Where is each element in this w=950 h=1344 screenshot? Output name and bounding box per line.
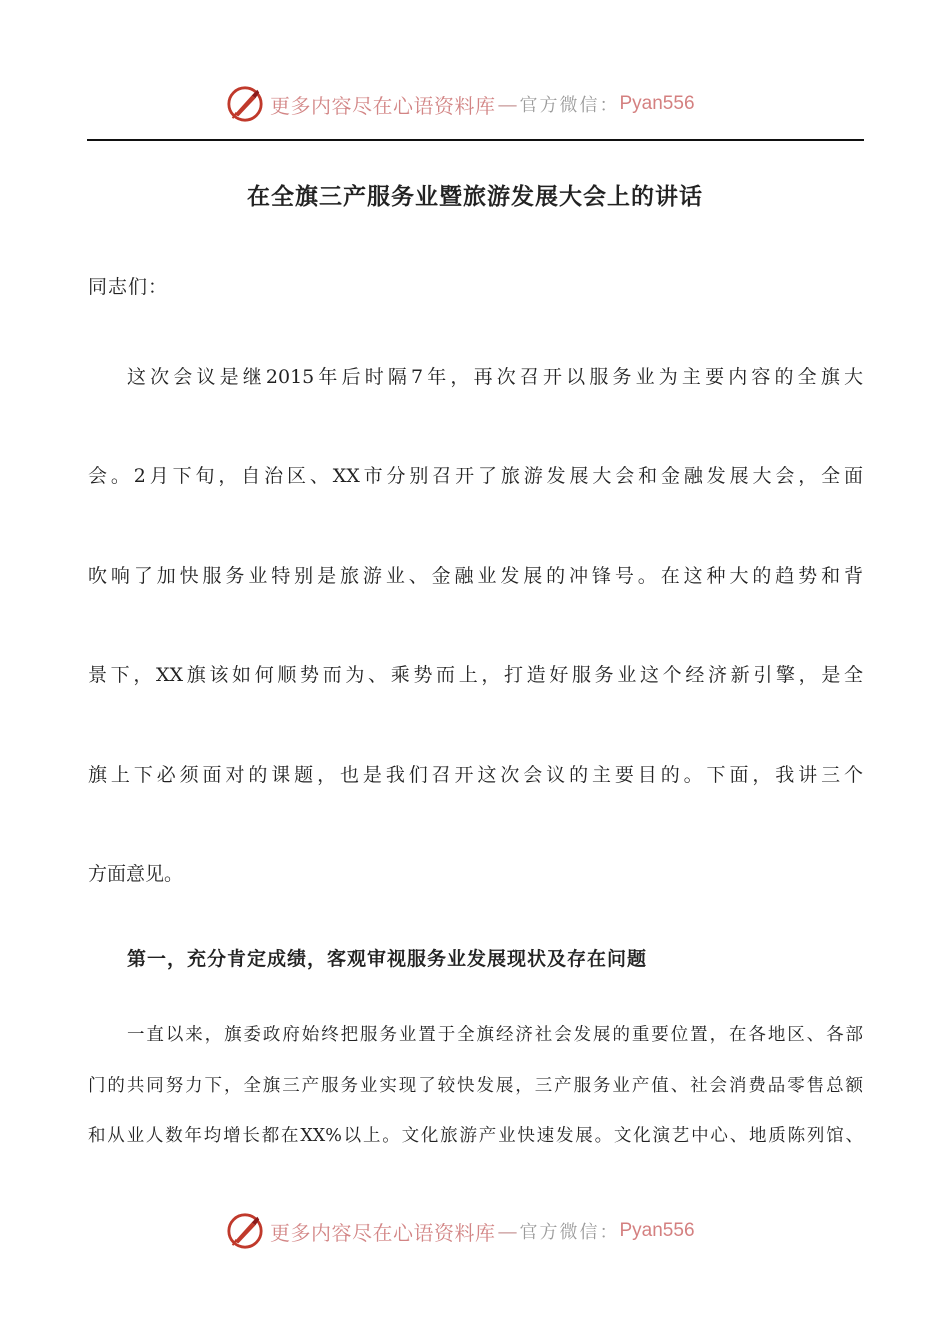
- paragraph-2-line: 和从业人数年均增长都在XX%以上。文化旅游产业快速发展。文化演艺中心、地质陈列馆、: [88, 1126, 863, 1146]
- quill-logo-icon: [226, 1212, 264, 1250]
- paragraph-1-line: 方面意见。: [88, 863, 184, 885]
- document-title: 在全旗三产服务业暨旅游发展大会上的讲话: [247, 183, 703, 210]
- paragraph-1-line: 会。2月下旬，自治区、XX市分别召开了旅游发展大会和金融发展大会，全面: [88, 465, 863, 487]
- banner-main-text: 更多内容尽在心语资料库: [270, 1220, 496, 1245]
- quill-logo-icon: [226, 85, 264, 123]
- banner-wechat-id: Pyan556: [619, 93, 695, 114]
- footer-watermark-banner: [226, 1211, 695, 1251]
- paragraph-1-line: 旗上下必须面对的课题，也是我们召开这次会议的主要目的。下面，我讲三个: [88, 764, 863, 786]
- header-rule-divider: [87, 139, 864, 141]
- salutation: 同志们：: [88, 276, 169, 298]
- paragraph-1-line: 景下，XX旗该如何顺势而为、乘势而上，打造好服务业这个经济新引擎，是全: [88, 664, 863, 686]
- banner-wechat-id: Pyan556: [619, 1220, 695, 1241]
- header-watermark-banner: [226, 84, 695, 124]
- section-heading: 第一，充分肯定成绩，客观审视服务业发展现状及存在问题: [127, 948, 648, 970]
- banner-main-text: 更多内容尽在心语资料库: [270, 93, 496, 118]
- banner-wechat-label: 官方微信：: [519, 1222, 620, 1243]
- banner-wechat-label: 官方微信：: [519, 95, 620, 116]
- paragraph-2-line: 一直以来，旗委政府始终把服务业置于全旗经济社会发展的重要位置，在各地区、各部: [127, 1025, 863, 1045]
- banner-dash: —: [497, 1219, 518, 1243]
- paragraph-1-line: 吹响了加快服务业特别是旅游业、金融业发展的冲锋号。在这种大的趋势和背: [88, 565, 863, 587]
- banner-dash: —: [497, 92, 518, 116]
- paragraph-2-line: 门的共同努力下，全旗三产服务业实现了较快发展，三产服务业产值、社会消费品零售总额: [88, 1076, 863, 1096]
- paragraph-1-line: 这次会议是继2015年后时隔7年，再次召开以服务业为主要内容的全旗大: [127, 366, 863, 388]
